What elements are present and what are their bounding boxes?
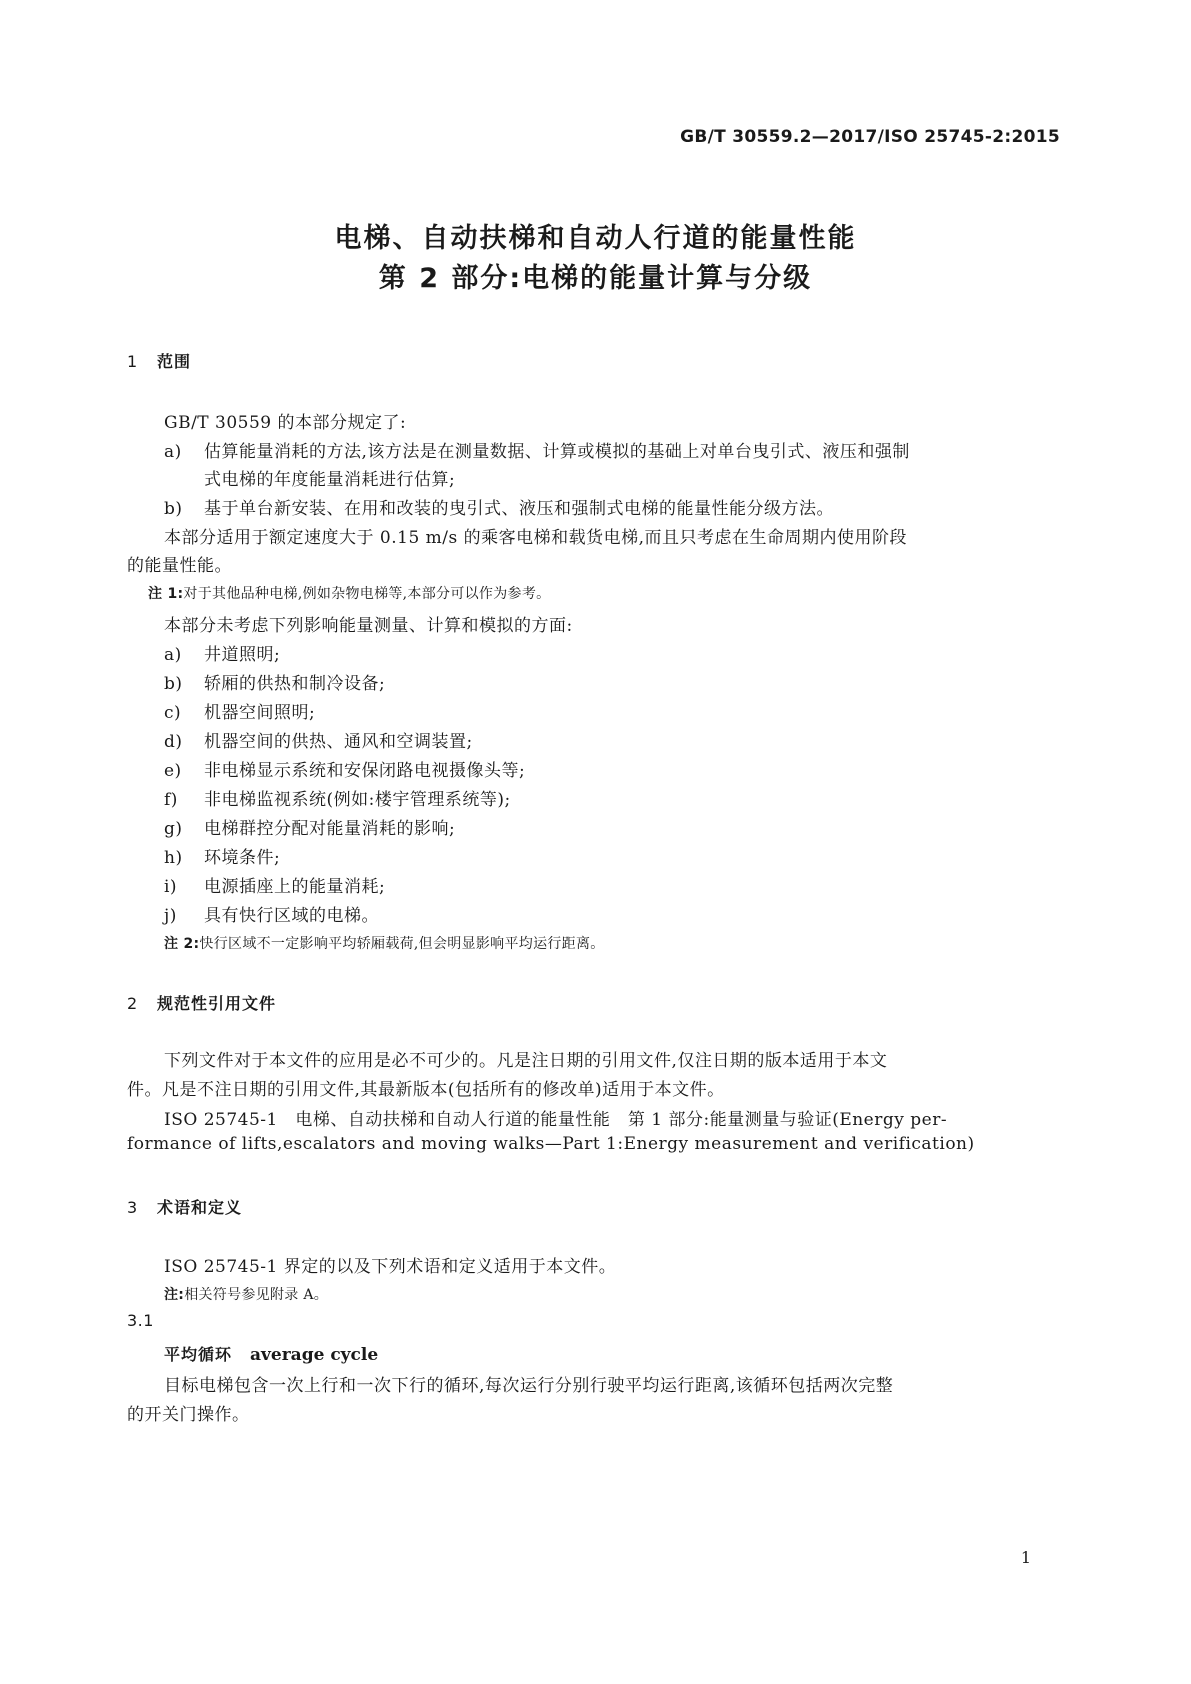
list-text: 基于单台新安装、在用和改装的曳引式、液压和强制式电梯的能量性能分级方法。 bbox=[204, 499, 834, 519]
note-label: 注 2: bbox=[164, 936, 200, 952]
list-item bbox=[164, 756, 525, 781]
list-item bbox=[164, 785, 511, 810]
note-2 bbox=[164, 933, 605, 953]
list-item bbox=[164, 669, 385, 694]
section-number: 3 bbox=[127, 1198, 139, 1217]
section-2-heading bbox=[127, 991, 276, 1014]
terms-note bbox=[164, 1284, 328, 1304]
list-label: c) bbox=[164, 703, 182, 723]
list-text: 估算能量消耗的方法,该方法是在测量数据、计算或模拟的基础上对单台曳引式、液压和强制 bbox=[204, 442, 910, 462]
normative-reference: ISO 25745-1 电梯、自动扶梯和自动人行道的能量性能 第 1 部分:能量测量与验证(Energy per- bbox=[164, 1110, 948, 1130]
list-label: f) bbox=[164, 790, 178, 810]
list-text: 环境条件; bbox=[204, 848, 281, 868]
list-item bbox=[164, 698, 315, 723]
list-label: a) bbox=[164, 645, 182, 665]
list-label: e) bbox=[164, 761, 182, 781]
note-text: 快行区域不一定影响平均轿厢载荷,但会明显影响平均运行距离。 bbox=[199, 936, 605, 952]
list-text: 井道照明; bbox=[204, 645, 281, 665]
section-title: 范围 bbox=[157, 352, 192, 371]
term-english: average cycle bbox=[250, 1345, 379, 1365]
list-label: d) bbox=[164, 732, 183, 752]
note-label: 注: bbox=[164, 1287, 185, 1303]
exclusion-intro: 本部分未考虑下列影响能量测量、计算和模拟的方面: bbox=[164, 616, 573, 636]
section-title: 规范性引用文件 bbox=[157, 994, 277, 1013]
list-item bbox=[164, 901, 379, 926]
term-definition-cont: 的开关门操作。 bbox=[127, 1405, 250, 1425]
term-definition: 目标电梯包含一次上行和一次下行的循环,每次运行分别行驶平均运行距离,该循环包括两次完整 bbox=[164, 1376, 894, 1396]
section-3-heading bbox=[127, 1195, 242, 1218]
list-label: g) bbox=[164, 819, 183, 839]
applicability-paragraph: 本部分适用于额定速度大于 0.15 m/s 的乘客电梯和载货电梯,而且只考虑在生命周期内使用阶段 bbox=[164, 528, 908, 548]
list-text: 电源插座上的能量消耗; bbox=[204, 877, 386, 897]
note-1 bbox=[148, 583, 550, 603]
list-item bbox=[164, 437, 910, 462]
subclause-number: 3.1 bbox=[127, 1311, 154, 1330]
list-text-continuation: 式电梯的年度能量消耗进行估算; bbox=[204, 470, 456, 490]
list-label: h) bbox=[164, 848, 183, 868]
normative-reference-cont: formance of lifts,escalators and moving walks—Part 1:Energy measurement and verification) bbox=[127, 1134, 975, 1154]
section-number: 2 bbox=[127, 994, 139, 1013]
list-item bbox=[164, 814, 455, 839]
scope-intro: GB/T 30559 的本部分规定了: bbox=[164, 413, 407, 433]
list-text: 非电梯显示系统和安保闭路电视摄像头等; bbox=[204, 761, 526, 781]
term-entry bbox=[164, 1342, 378, 1365]
section-1-heading bbox=[127, 349, 191, 372]
list-label: b) bbox=[164, 674, 183, 694]
normative-paragraph: 下列文件对于本文件的应用是必不可少的。凡是注日期的引用文件,仅注日期的版本适用于本文 bbox=[164, 1051, 888, 1071]
title-line-2: 第 2 部分:电梯的能量计算与分级 bbox=[378, 263, 813, 294]
list-label: i) bbox=[164, 877, 178, 897]
list-text: 非电梯监视系统(例如:楼宇管理系统等); bbox=[204, 790, 511, 810]
note-text: 对于其他品种电梯,例如杂物电梯等,本部分可以作为参考。 bbox=[183, 586, 551, 602]
section-number: 1 bbox=[127, 352, 139, 371]
list-text: 电梯群控分配对能量消耗的影响; bbox=[204, 819, 456, 839]
list-item bbox=[164, 727, 473, 752]
list-item bbox=[164, 872, 385, 897]
list-text: 轿厢的供热和制冷设备; bbox=[204, 674, 386, 694]
terms-paragraph: ISO 25745-1 界定的以及下列术语和定义适用于本文件。 bbox=[164, 1257, 617, 1277]
standard-number: GB/T 30559.2—2017/ISO 25745-2:2015 bbox=[680, 127, 1060, 147]
list-item bbox=[164, 843, 280, 868]
list-item bbox=[164, 494, 834, 519]
section-title: 术语和定义 bbox=[157, 1198, 243, 1217]
list-text: 机器空间的供热、通风和空调装置; bbox=[204, 732, 473, 752]
page-number: 1 bbox=[1020, 1548, 1031, 1567]
title-line-1: 电梯、自动扶梯和自动人行道的能量性能 bbox=[334, 223, 857, 254]
list-label: j) bbox=[164, 906, 177, 926]
list-text: 具有快行区域的电梯。 bbox=[204, 906, 379, 926]
applicability-paragraph-cont: 的能量性能。 bbox=[127, 556, 232, 576]
list-label: b) bbox=[164, 499, 183, 519]
list-item bbox=[164, 640, 280, 665]
list-label: a) bbox=[164, 442, 182, 462]
normative-paragraph-cont: 件。凡是不注日期的引用文件,其最新版本(包括所有的修改单)适用于本文件。 bbox=[127, 1080, 725, 1100]
list-text: 机器空间照明; bbox=[204, 703, 316, 723]
term-chinese: 平均循环 bbox=[164, 1345, 233, 1364]
note-label: 注 1: bbox=[148, 586, 184, 602]
note-text: 相关符号参见附录 A。 bbox=[184, 1287, 329, 1303]
